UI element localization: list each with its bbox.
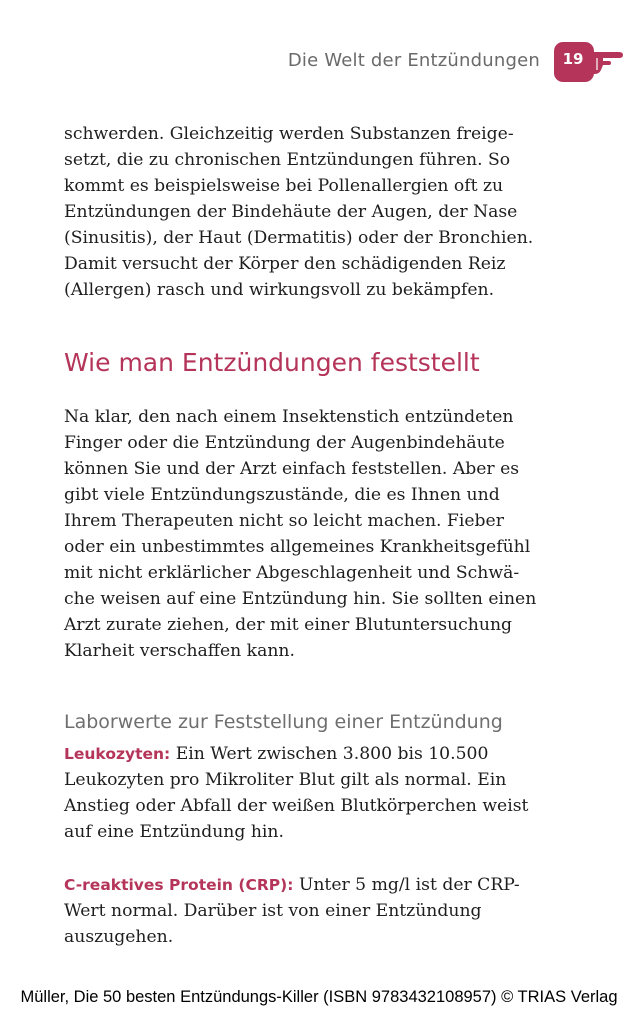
text-line: mit nicht erklärlicher Abgeschlagenheit und Schwä- (64, 563, 520, 583)
text-line: Leukozyten pro Mikroliter Blut gilt als normal. Ein (64, 770, 507, 790)
text-line: Na klar, den nach einem Insektenstich entzündeten (64, 407, 514, 427)
text-line: Unter 5 mg/l ist der CRP- (293, 875, 520, 895)
text-line: können Sie und der Arzt einfach feststellen. Aber es (64, 459, 520, 479)
intro-paragraph (64, 121, 544, 303)
text-line: Entzündungen der Bindehäute der Augen, der Nase (64, 202, 518, 222)
text-line: schwerden. Gleichzeitig werden Substanzen freige- (64, 124, 514, 144)
running-header-title: Die Welt der Entzündungen (287, 50, 540, 71)
text-line: Damit versucht der Körper den schädigenden Reiz (64, 254, 506, 274)
text-line: auf eine Entzündung hin. (64, 822, 284, 842)
text-line: auszugehen. (64, 927, 174, 947)
text-line: oder ein unbestimmtes allgemeines Krankheitsgefühl (64, 537, 531, 557)
subsection-heading: Laborwerte zur Feststellung einer Entzündung (64, 711, 503, 733)
text-line: Anstieg oder Abfall der weißen Blutkörperchen weist (64, 796, 529, 816)
text-line: Wert normal. Darüber ist von einer Entzündung (64, 901, 482, 921)
lab-entry-leukozyten (64, 741, 544, 845)
text-line: che weisen auf eine Entzündung hin. Sie sollten einen (64, 589, 537, 609)
text-line: Klarheit verschaffen kann. (64, 641, 295, 661)
text-line: gibt viele Entzündungszustände, die es Ihnen und (64, 485, 500, 505)
lab-term: C-reaktives Protein (CRP): (64, 876, 294, 894)
text-line: Ein Wert zwischen 3.800 bis 10.500 (170, 744, 489, 764)
lab-entry-crp (64, 872, 544, 950)
page-footer: Müller, Die 50 besten Entzündungs-Killer (ISBN 9783432108957) © TRIAS Verlag (20, 988, 618, 1006)
text-line: setzt, die zu chronischen Entzündungen führen. So (64, 150, 511, 170)
section-heading: Wie man Entzündungen feststellt (64, 348, 480, 377)
text-line: (Sinusitis), der Haut (Dermatitis) oder der Bronchien. (64, 228, 534, 248)
section-paragraph (64, 404, 544, 664)
page-number: 19 (562, 50, 584, 68)
text-line: Arzt zurate ziehen, der mit einer Blutuntersuchung (64, 615, 513, 635)
text-line: Ihrem Therapeuten nicht so leicht machen. Fieber (64, 511, 504, 531)
lab-term: Leukozyten: (64, 745, 171, 763)
text-line: (Allergen) rasch und wirkungsvoll zu bekämpfen. (64, 280, 495, 300)
text-line: Finger oder die Entzündung der Augenbindehäute (64, 433, 505, 453)
text-line: kommt es beispielsweise bei Pollenallergien oft zu (64, 176, 504, 196)
page-number-badge (553, 40, 625, 84)
